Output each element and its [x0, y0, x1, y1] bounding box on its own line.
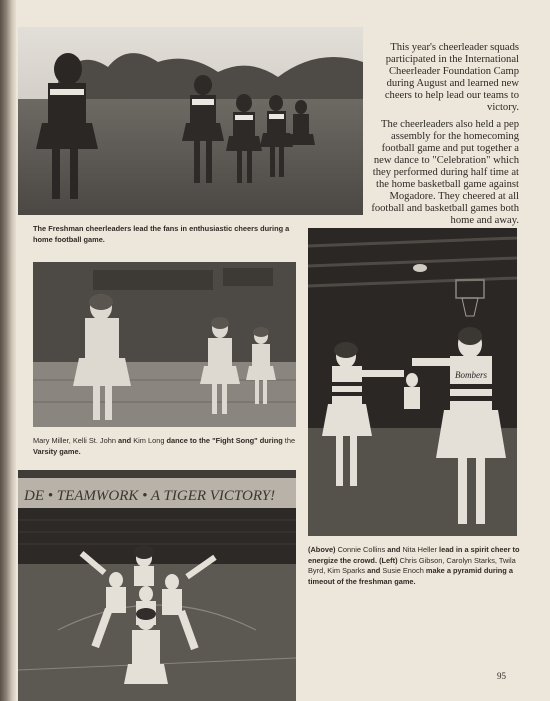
caption-freshman-text: The Freshman cheerleaders lead the fans in enthusiastic cheers during a home football game. [33, 224, 290, 244]
caption-spirit-and1: and [387, 545, 401, 554]
caption-fight-song-name3: Kim Long [133, 436, 165, 445]
caption-fight-song-names: Mary Miller, Kelli St. John [33, 436, 116, 445]
photo-spirit-cheer [308, 228, 517, 536]
caption-fight-song-action: dance to the "Fight Song" during [164, 436, 285, 445]
caption-freshman-cheerleaders [33, 224, 298, 245]
body-paragraph-2: The cheerleaders also held a pep assembly for the homecoming football game and put together a new dance to "Celebration" which they performed during half time at the home basketball game against Mogadore. They cheered at all football and basketball games both home and away. [371, 118, 519, 227]
caption-spirit-cheer-pyramid [308, 545, 520, 587]
caption-fight-song [33, 436, 298, 457]
caption-spirit-names4: Susie Enoch [380, 566, 426, 576]
caption-fight-song-game: Varsity game. [33, 446, 81, 456]
caption-left-label: (Left) [379, 555, 398, 565]
body-paragraph-1: This year's cheerleader squads participated in the International Cheerleader Foundation Camp during August and learned new cheers to help lead our teams to victory. [384, 42, 519, 114]
article-body-text [371, 42, 519, 231]
caption-fight-song-and: and [115, 436, 134, 445]
caption-spirit-and2: and [367, 566, 381, 576]
photo-freshman-cheerleaders-football [18, 27, 363, 215]
uniform-lettering: Bombers [455, 370, 487, 380]
caption-spirit-names2: Nita Heller [400, 545, 440, 554]
caption-fight-song-the: the [284, 436, 296, 445]
gym-banner: DE • TEAMWORK • A TIGER VICTORY! [24, 488, 276, 504]
photo-fight-song-dance [33, 262, 296, 427]
page-number: 95 [497, 671, 506, 681]
caption-spirit-action1: lead in a spirit cheer to energize the crowd. [308, 545, 520, 565]
caption-above-label: (Above) [308, 545, 336, 554]
caption-spirit-action2: make a pyramid during a timeout of the freshman game. [308, 566, 513, 586]
caption-spirit-names1: Connie Collins [335, 545, 388, 554]
book-binding-gutter [0, 0, 16, 701]
photo-cheer-pyramid [18, 470, 296, 701]
caption-spirit-names3: Chris Gibson, Carolyn Starks, Twila Byrd, Kim Sparks [308, 555, 516, 576]
